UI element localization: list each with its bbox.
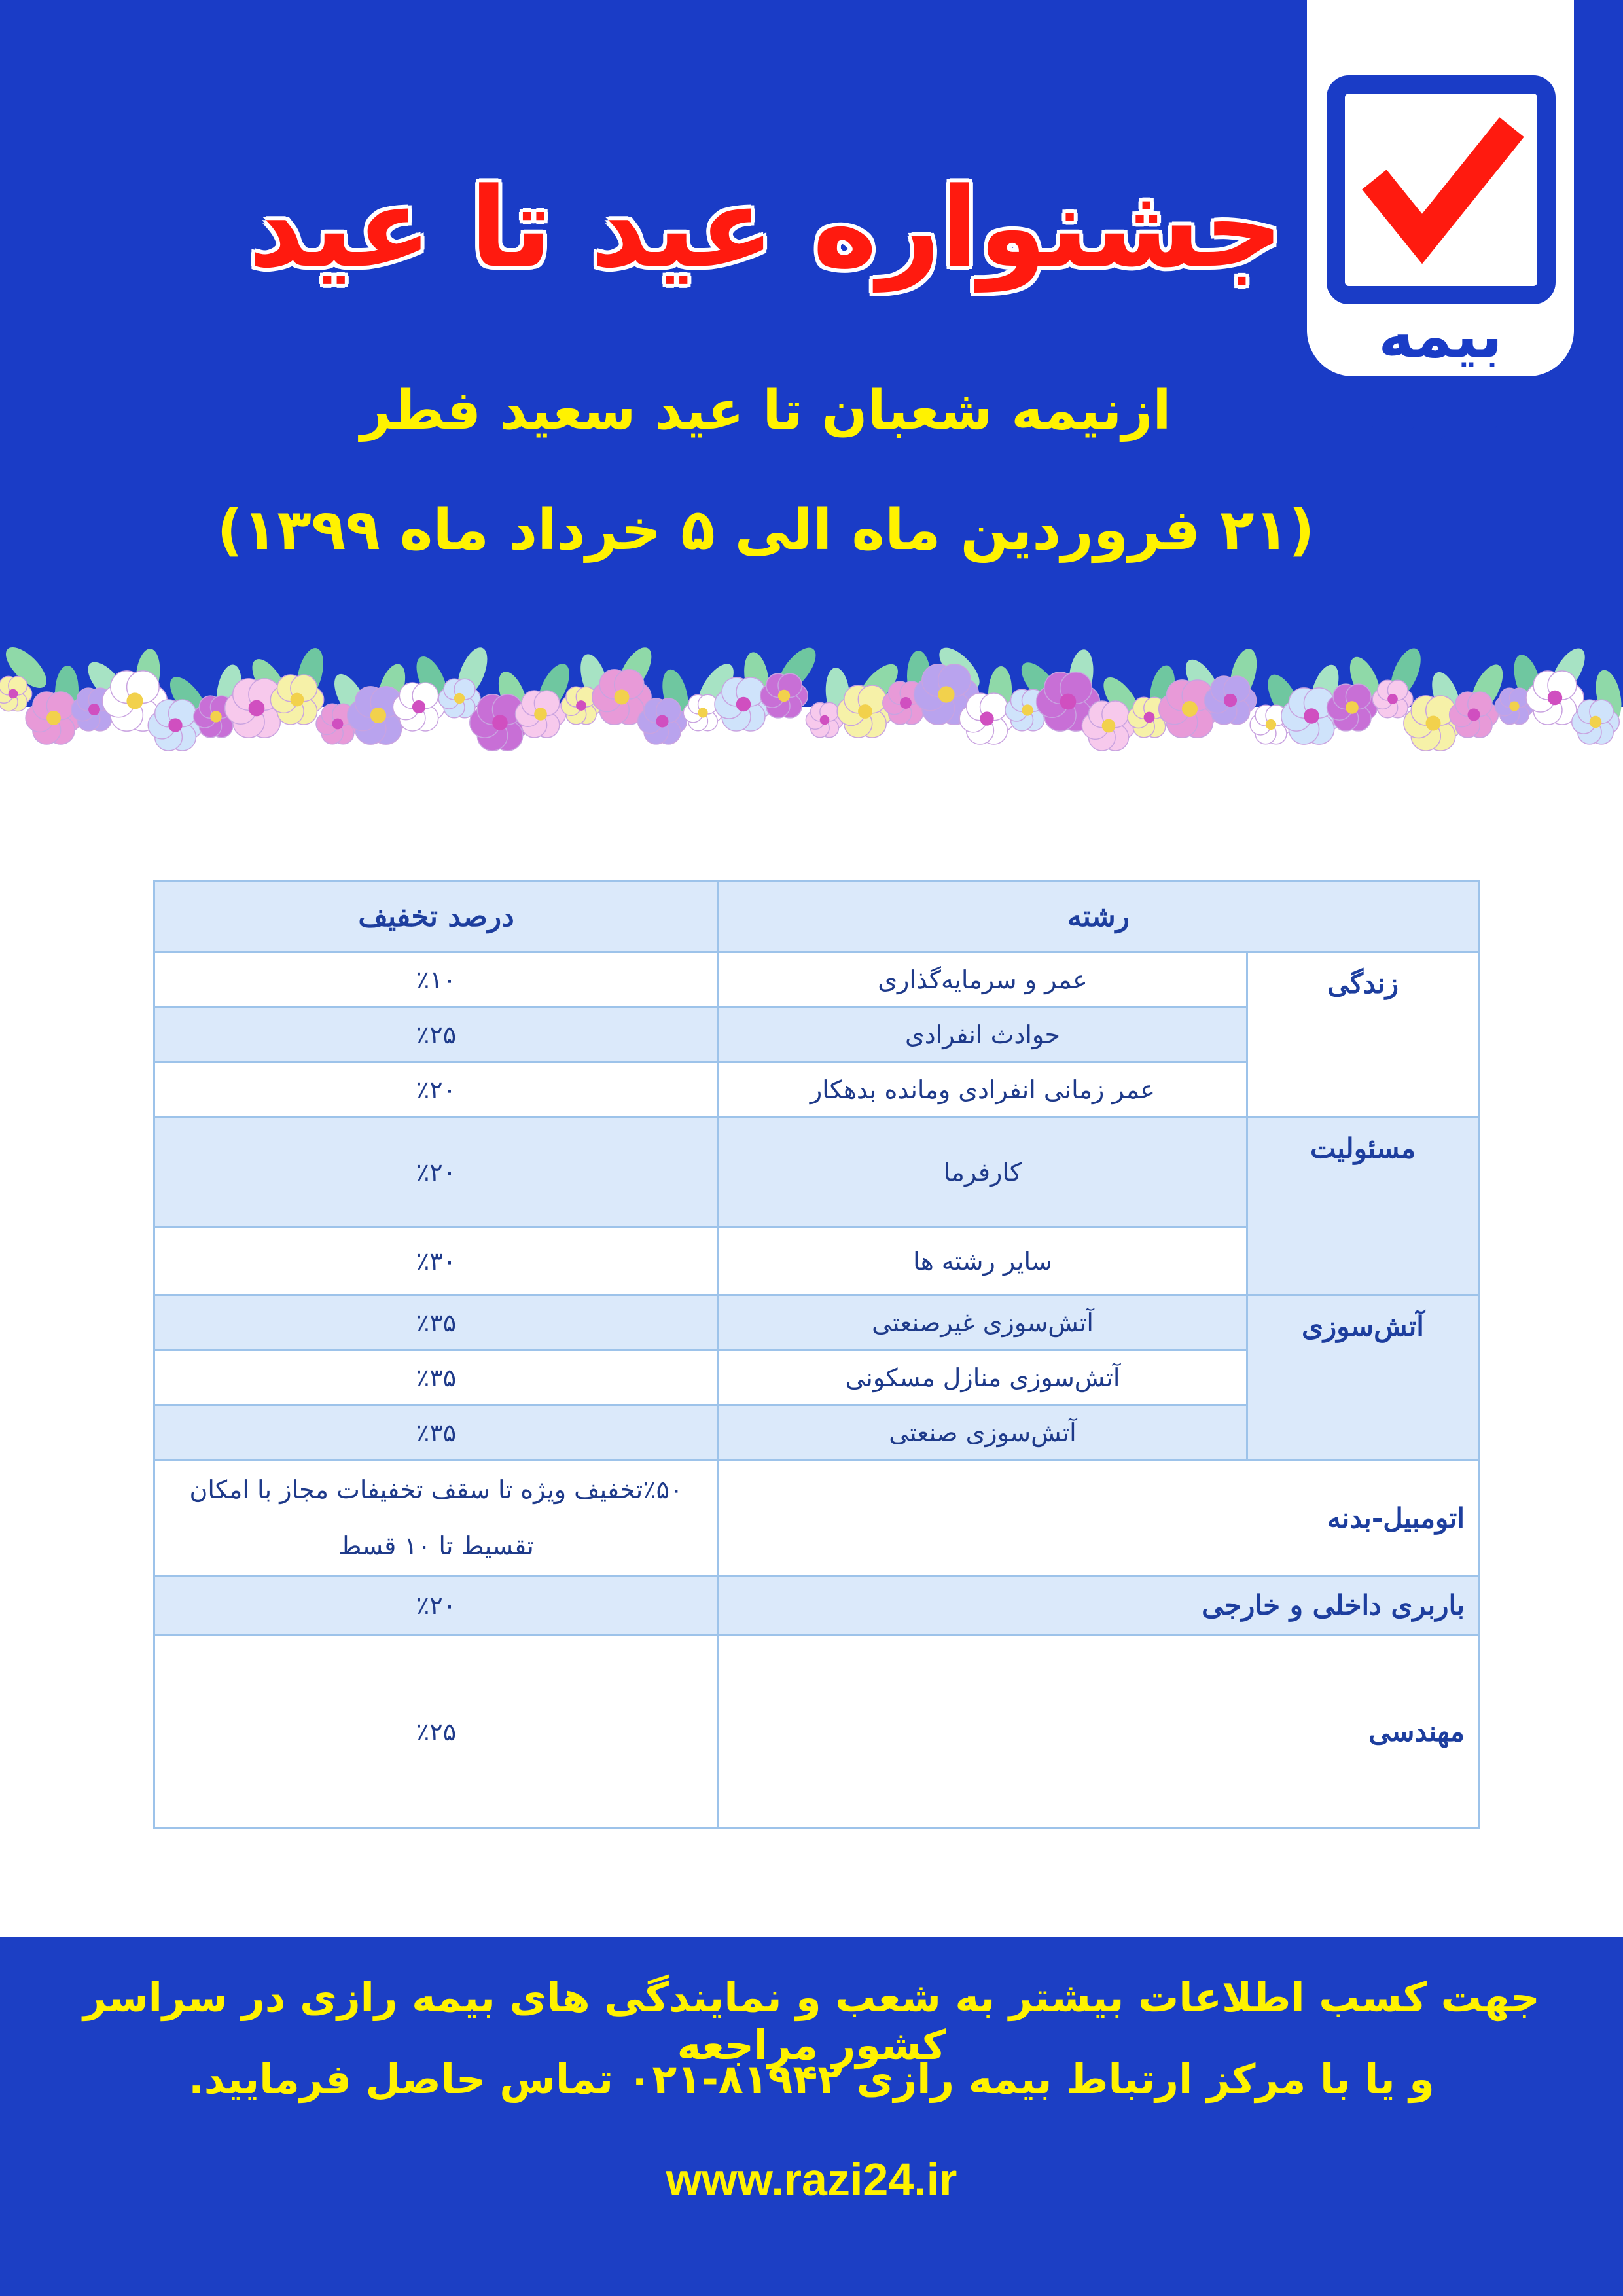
table-row [154, 952, 1479, 1007]
flower-center [1224, 694, 1237, 707]
flower-center [126, 692, 143, 709]
discount-cell: ٪۳۵ [154, 1405, 719, 1460]
flower-center [454, 693, 465, 704]
col-header-discount: درصد تخفیف [154, 881, 719, 952]
flower-center [938, 686, 954, 702]
discount-cell: ٪۲۵ [154, 1007, 719, 1062]
flower-center [1548, 691, 1562, 705]
flower-center [1590, 716, 1601, 728]
group-label-liability: مسئولیت [1247, 1117, 1479, 1295]
flower-center [46, 711, 61, 725]
flower-center [210, 711, 221, 722]
discount-cell: ٪۲۰ [154, 1062, 719, 1117]
logo-wordmark: بیمه رازی [1368, 301, 1513, 441]
table-row [154, 1576, 1479, 1635]
flower-border [0, 615, 1623, 798]
flower-center [980, 711, 993, 725]
flower-center [1387, 694, 1398, 704]
discount-cell: ٪۲۰ [154, 1576, 719, 1635]
field-cell: آتش‌سوزی منازل مسکونی [719, 1350, 1247, 1405]
discount-cell: ٪۲۵ [154, 1635, 719, 1829]
flower-center [858, 704, 872, 719]
flower-center [1426, 716, 1441, 731]
flower-center [1266, 719, 1276, 730]
flower-center [656, 715, 668, 727]
table-row [154, 1117, 1479, 1227]
field-cell: سایر رشته ها [719, 1227, 1247, 1295]
website-link[interactable]: www.razi24.ir [666, 2154, 957, 2205]
flower-center [900, 697, 912, 709]
logo-box [1327, 75, 1556, 304]
flower-center [1509, 701, 1519, 711]
flower-center [1022, 704, 1033, 715]
date-range: (۲۱ فروردین ماه الی ۵ خرداد ماه ۱۳۹۹) [217, 497, 1315, 563]
auto-discount-line1: ٪۵۰تخفیف ویژه تا سقف تخفیفات مجاز با امکان [189, 1475, 683, 1504]
flower-center [492, 715, 508, 730]
group-label-auto: اتومبیل-بدنه [719, 1460, 1479, 1576]
discount-cell: ٪۳۵ [154, 1295, 719, 1350]
field-cell: عمر و سرمایه‌گذاری [719, 952, 1247, 1007]
table-header-row [154, 881, 1479, 952]
flower-center [1346, 701, 1359, 714]
flower-center [88, 704, 100, 715]
field-cell: عمر زمانی انفرادی ومانده بدهکار [719, 1062, 1247, 1117]
table-row [154, 1460, 1479, 1576]
table-row [154, 1635, 1479, 1829]
flower-center [332, 719, 344, 730]
field-cell: آتش‌سوزی صنعتی [719, 1405, 1247, 1460]
flower-center [370, 708, 386, 723]
group-label-life: زندگی [1247, 952, 1479, 1117]
flower-center [820, 715, 830, 725]
flower-center [249, 700, 265, 717]
flower-center [1304, 708, 1319, 724]
page-title: جشنواره عید تا عید [248, 164, 1283, 292]
flower-center [615, 690, 630, 705]
footer-line-1: جهت کسب اطلاعات بیشتر به شعب و نمایندگی های بیمه رازی در سراسر کشور مراجعه [83, 1973, 1540, 2069]
group-label-engineering: مهندسی [719, 1635, 1479, 1829]
flower-center [534, 708, 547, 721]
auto-discount-line2: تقسیط تا ۱۰ قسط [338, 1532, 534, 1560]
flower-center [778, 690, 790, 702]
flower-center [1144, 712, 1155, 723]
flower-center [1060, 694, 1077, 710]
discount-cell: ٪۱۰ [154, 952, 719, 1007]
checkmark-icon [1345, 94, 1537, 286]
flower-center [576, 700, 586, 711]
field-cell: حوادث انفرادی [719, 1007, 1247, 1062]
discount-cell [154, 1460, 719, 1576]
group-label-cargo: باربری داخلی و خارجی [719, 1576, 1479, 1635]
flower-center [168, 718, 182, 732]
field-cell: آتش‌سوزی غیرصنعتی [719, 1295, 1247, 1350]
footer-line-2: و یا با مرکز ارتباط بیمه رازی ۸۱۹۴۲-۰۲۱ تماس حاصل فرمایید. [188, 2055, 1435, 2103]
page-subtitle: ازنیمه شعبان تا عید سعید فطر [360, 380, 1171, 442]
flower-center [291, 693, 304, 707]
flower-center [9, 689, 18, 699]
flower-center [698, 708, 707, 717]
discount-table [153, 880, 1480, 1829]
flower-center [736, 697, 751, 711]
group-label-fire: آتش‌سوزی [1247, 1295, 1479, 1460]
flower-center [1182, 701, 1198, 717]
flower-center [1102, 719, 1116, 733]
flower-center [412, 700, 425, 713]
table-row [154, 1295, 1479, 1350]
discount-cell: ٪۲۰ [154, 1117, 719, 1227]
col-header-field: رشته [719, 881, 1479, 952]
flower-center [1467, 708, 1480, 721]
discount-table-wrap [153, 880, 1478, 1829]
field-cell: کارفرما [719, 1117, 1247, 1227]
discount-cell: ٪۳۵ [154, 1350, 719, 1405]
discount-cell: ٪۳۰ [154, 1227, 719, 1295]
